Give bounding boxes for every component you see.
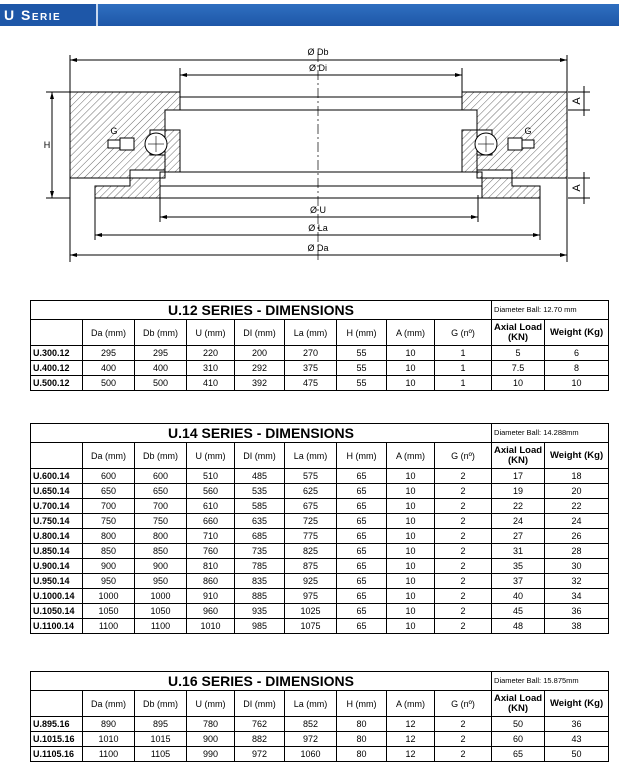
table-cell: 2 (435, 544, 492, 559)
table-cell: 850 (83, 544, 135, 559)
table-cell: 65 (337, 619, 387, 634)
table-body (31, 469, 609, 634)
table-cell: 900 (187, 732, 235, 747)
col-header: U (mm) (187, 691, 235, 717)
table-cell: 1050 (135, 604, 187, 619)
table-cell: 270 (285, 346, 337, 361)
table-cell: 10 (387, 574, 435, 589)
table-cell: 400 (83, 361, 135, 376)
table-body (31, 346, 609, 391)
table-cell: 852 (285, 717, 337, 732)
table-cell: 18 (545, 469, 609, 484)
table-row (31, 484, 609, 499)
col-header: DI (mm) (235, 320, 285, 346)
table-cell: 810 (187, 559, 235, 574)
table-cell: 2 (435, 484, 492, 499)
table-cell: 65 (337, 604, 387, 619)
diameter-ball: Diameter Ball: 15.875mm (492, 672, 609, 691)
diameter-ball: Diameter Ball: 12.70 mm (492, 301, 609, 320)
table-cell: 972 (235, 747, 285, 762)
model-code-cell: U.700.14 (31, 499, 83, 514)
col-header: Axial Load (KN) (492, 691, 545, 717)
table-cell: 800 (135, 529, 187, 544)
table-cell: 910 (187, 589, 235, 604)
table-row (31, 376, 609, 391)
col-header: G (nº) (435, 691, 492, 717)
table-cell: 65 (337, 529, 387, 544)
table-row (31, 529, 609, 544)
table-cell: 1075 (285, 619, 337, 634)
col-header: Axial Load (KN) (492, 443, 545, 469)
table-cell: 410 (187, 376, 235, 391)
model-code-cell: U.1050.14 (31, 604, 83, 619)
table-cell: 10 (387, 544, 435, 559)
blank-header (31, 320, 83, 346)
table-cell: 2 (435, 589, 492, 604)
header-bar (0, 4, 619, 26)
table-cell: 65 (337, 469, 387, 484)
label-h: H (43, 140, 51, 150)
col-header: U (mm) (187, 443, 235, 469)
model-code-cell: U.400.12 (31, 361, 83, 376)
table-row (31, 346, 609, 361)
col-header: Db (mm) (135, 691, 187, 717)
col-header: DI (mm) (235, 691, 285, 717)
table-cell: 700 (135, 499, 187, 514)
col-header: A (mm) (387, 691, 435, 717)
col-header: Weight (Kg) (545, 691, 609, 717)
col-header: H (mm) (337, 443, 387, 469)
table-cell: 26 (545, 529, 609, 544)
table-cell: 2 (435, 604, 492, 619)
col-header: La (mm) (285, 443, 337, 469)
table-cell: 55 (337, 361, 387, 376)
table-cell: 485 (235, 469, 285, 484)
label-u: Ø U (309, 205, 327, 215)
table-cell: 30 (545, 559, 609, 574)
table-row (31, 732, 609, 747)
table-row (31, 589, 609, 604)
table-row (31, 544, 609, 559)
bearing-cross-section-drawing (0, 36, 619, 268)
diameter-ball: Diameter Ball: 14.288mm (492, 424, 609, 443)
col-header: U (mm) (187, 320, 235, 346)
table-cell: 10 (387, 499, 435, 514)
model-code-cell: U.895.16 (31, 717, 83, 732)
col-header: La (mm) (285, 691, 337, 717)
table-cell: 17 (492, 469, 545, 484)
table-cell: 1 (435, 361, 492, 376)
table-cell: 10 (387, 529, 435, 544)
table-cell: 900 (135, 559, 187, 574)
table-cell: 950 (83, 574, 135, 589)
table-cell: 1010 (83, 732, 135, 747)
blank-header (31, 443, 83, 469)
table-cell: 10 (387, 559, 435, 574)
table-cell: 295 (83, 346, 135, 361)
table-cell: 10 (387, 469, 435, 484)
label-g-left: G (110, 126, 118, 136)
table-cell: 22 (492, 499, 545, 514)
col-header: G (nº) (435, 320, 492, 346)
table-cell: 500 (135, 376, 187, 391)
table-cell: 45 (492, 604, 545, 619)
table-cell: 650 (135, 484, 187, 499)
table-cell: 735 (235, 544, 285, 559)
table-cell: 12 (387, 717, 435, 732)
table-row (31, 514, 609, 529)
table-cell: 38 (545, 619, 609, 634)
model-code-cell: U.850.14 (31, 544, 83, 559)
table-cell: 24 (492, 514, 545, 529)
col-header: A (mm) (387, 443, 435, 469)
table-cell: 27 (492, 529, 545, 544)
table-cell: 585 (235, 499, 285, 514)
table-cell: 10 (387, 589, 435, 604)
table-cell: 43 (545, 732, 609, 747)
table-cell: 860 (187, 574, 235, 589)
table-cell: 220 (187, 346, 235, 361)
table-cell: 685 (235, 529, 285, 544)
table-cell: 31 (492, 544, 545, 559)
table-cell: 895 (135, 717, 187, 732)
table-cell: 850 (135, 544, 187, 559)
table-cell: 35 (492, 559, 545, 574)
table-cell: 1015 (135, 732, 187, 747)
table-cell: 5 (492, 346, 545, 361)
table-cell: 65 (337, 499, 387, 514)
table-cell: 2 (435, 574, 492, 589)
table-cell: 48 (492, 619, 545, 634)
table-cell: 960 (187, 604, 235, 619)
page-title: U Serie (4, 7, 62, 23)
table-cell: 2 (435, 529, 492, 544)
table-cell: 560 (187, 484, 235, 499)
table-cell: 725 (285, 514, 337, 529)
table-cell: 762 (235, 717, 285, 732)
table-cell: 37 (492, 574, 545, 589)
table-cell: 10 (387, 604, 435, 619)
table-cell: 972 (285, 732, 337, 747)
table-cell: 40 (492, 589, 545, 604)
table-cell: 1025 (285, 604, 337, 619)
col-header: Da (mm) (83, 320, 135, 346)
model-code-cell: U.500.12 (31, 376, 83, 391)
label-da: Ø Da (307, 243, 329, 253)
table-cell: 760 (187, 544, 235, 559)
table-cell: 1000 (135, 589, 187, 604)
table-cell: 65 (337, 559, 387, 574)
table-cell: 65 (492, 747, 545, 762)
table-cell: 55 (337, 346, 387, 361)
table-row (31, 604, 609, 619)
table-cell: 6 (545, 346, 609, 361)
label-a-bottom: A (571, 184, 583, 192)
table-cell: 825 (285, 544, 337, 559)
model-code-cell: U.300.12 (31, 346, 83, 361)
col-header: H (mm) (337, 320, 387, 346)
table-cell: 32 (545, 574, 609, 589)
table-cell: 50 (492, 717, 545, 732)
table-cell: 2 (435, 514, 492, 529)
col-header: Da (mm) (83, 443, 135, 469)
table-cell: 20 (545, 484, 609, 499)
col-header: Db (mm) (135, 443, 187, 469)
table-row (31, 747, 609, 762)
table-u14 (30, 423, 608, 634)
model-code-cell: U.1000.14 (31, 589, 83, 604)
table-cell: 10 (387, 361, 435, 376)
table-cell: 635 (235, 514, 285, 529)
table-cell: 10 (545, 376, 609, 391)
table-cell: 24 (545, 514, 609, 529)
model-code-cell: U.650.14 (31, 484, 83, 499)
table-cell: 2 (435, 499, 492, 514)
table-cell: 700 (83, 499, 135, 514)
label-di: Ø Di (309, 63, 327, 73)
table-cell: 80 (337, 747, 387, 762)
table-cell: 400 (135, 361, 187, 376)
table-cell: 675 (285, 499, 337, 514)
table-cell: 780 (187, 717, 235, 732)
table-cell: 55 (337, 376, 387, 391)
model-code-cell: U.600.14 (31, 469, 83, 484)
table-cell: 10 (387, 514, 435, 529)
table-cell: 750 (83, 514, 135, 529)
label-db: Ø Db (307, 47, 329, 57)
table-row (31, 574, 609, 589)
table-cell: 890 (83, 717, 135, 732)
table-cell: 12 (387, 747, 435, 762)
table-cell: 310 (187, 361, 235, 376)
table-cell: 1100 (135, 619, 187, 634)
table-cell: 2 (435, 559, 492, 574)
table-cell: 10 (387, 376, 435, 391)
table-cell: 28 (545, 544, 609, 559)
col-header: Db (mm) (135, 320, 187, 346)
model-code-cell: U.1015.16 (31, 732, 83, 747)
table-cell: 600 (83, 469, 135, 484)
label-g-right: G (524, 126, 532, 136)
table-cell: 65 (337, 589, 387, 604)
table-cell: 650 (83, 484, 135, 499)
table-cell: 10 (492, 376, 545, 391)
table-row (31, 469, 609, 484)
table-cell: 2 (435, 717, 492, 732)
table-cell: 990 (187, 747, 235, 762)
table-cell: 65 (337, 544, 387, 559)
table-cell: 36 (545, 717, 609, 732)
table-cell: 535 (235, 484, 285, 499)
header-tab (0, 4, 98, 26)
label-a-top: A (571, 97, 583, 105)
table-cell: 985 (235, 619, 285, 634)
table-cell: 2 (435, 469, 492, 484)
table-cell: 800 (83, 529, 135, 544)
model-code-cell: U.900.14 (31, 559, 83, 574)
table-cell: 10 (387, 484, 435, 499)
table-cell: 900 (83, 559, 135, 574)
table-row (31, 499, 609, 514)
table-cell: 200 (235, 346, 285, 361)
model-code-cell: U.750.14 (31, 514, 83, 529)
table-cell: 10 (387, 619, 435, 634)
model-code-cell: U.800.14 (31, 529, 83, 544)
table-cell: 375 (285, 361, 337, 376)
table-cell: 575 (285, 469, 337, 484)
table-cell: 8 (545, 361, 609, 376)
table-cell: 50 (545, 747, 609, 762)
col-header: Weight (Kg) (545, 320, 609, 346)
table-cell: 65 (337, 514, 387, 529)
table-cell: 65 (337, 484, 387, 499)
table-row (31, 717, 609, 732)
table-cell: 1010 (187, 619, 235, 634)
table-title: U.16 SERIES - DIMENSIONS (31, 672, 492, 691)
model-code-cell: U.1100.14 (31, 619, 83, 634)
table-cell: 7.5 (492, 361, 545, 376)
col-header: Weight (Kg) (545, 443, 609, 469)
table-cell: 950 (135, 574, 187, 589)
table-cell: 710 (187, 529, 235, 544)
table-cell: 835 (235, 574, 285, 589)
table-cell: 775 (285, 529, 337, 544)
table-cell: 475 (285, 376, 337, 391)
table-cell: 2 (435, 619, 492, 634)
table-cell: 785 (235, 559, 285, 574)
table-cell: 875 (285, 559, 337, 574)
table-cell: 80 (337, 717, 387, 732)
table-cell: 510 (187, 469, 235, 484)
table-cell: 500 (83, 376, 135, 391)
col-header: Da (mm) (83, 691, 135, 717)
table-cell: 1 (435, 376, 492, 391)
table-cell: 925 (285, 574, 337, 589)
table-cell: 885 (235, 589, 285, 604)
table-title: U.12 SERIES - DIMENSIONS (31, 301, 492, 320)
table-row (31, 361, 609, 376)
table-title: U.14 SERIES - DIMENSIONS (31, 424, 492, 443)
blank-header (31, 691, 83, 717)
model-code-cell: U.1105.16 (31, 747, 83, 762)
table-cell: 12 (387, 732, 435, 747)
table-cell: 882 (235, 732, 285, 747)
col-header: Axial Load (KN) (492, 320, 545, 346)
table-cell: 295 (135, 346, 187, 361)
table-cell: 60 (492, 732, 545, 747)
label-la: Ø La (308, 223, 328, 233)
model-code-cell: U.950.14 (31, 574, 83, 589)
table-cell: 34 (545, 589, 609, 604)
table-cell: 660 (187, 514, 235, 529)
table-cell: 1100 (83, 747, 135, 762)
table-cell: 600 (135, 469, 187, 484)
table-cell: 625 (285, 484, 337, 499)
table-cell: 935 (235, 604, 285, 619)
table-cell: 392 (235, 376, 285, 391)
table-u12 (30, 300, 608, 391)
table-cell: 750 (135, 514, 187, 529)
table-cell: 10 (387, 346, 435, 361)
table-cell: 1050 (83, 604, 135, 619)
table-cell: 22 (545, 499, 609, 514)
table-cell: 19 (492, 484, 545, 499)
table-cell: 65 (337, 574, 387, 589)
table-cell: 292 (235, 361, 285, 376)
table-row (31, 559, 609, 574)
table-cell: 1060 (285, 747, 337, 762)
table-cell: 1000 (83, 589, 135, 604)
table-cell: 36 (545, 604, 609, 619)
col-header: A (mm) (387, 320, 435, 346)
table-cell: 80 (337, 732, 387, 747)
table-cell: 1 (435, 346, 492, 361)
col-header: G (nº) (435, 443, 492, 469)
table-body (31, 717, 609, 762)
col-header: La (mm) (285, 320, 337, 346)
col-header: DI (mm) (235, 443, 285, 469)
table-cell: 1100 (83, 619, 135, 634)
table-cell: 2 (435, 732, 492, 747)
table-cell: 610 (187, 499, 235, 514)
table-row (31, 619, 609, 634)
col-header: H (mm) (337, 691, 387, 717)
table-cell: 1105 (135, 747, 187, 762)
table-cell: 975 (285, 589, 337, 604)
table-u16 (30, 671, 608, 762)
table-cell: 2 (435, 747, 492, 762)
